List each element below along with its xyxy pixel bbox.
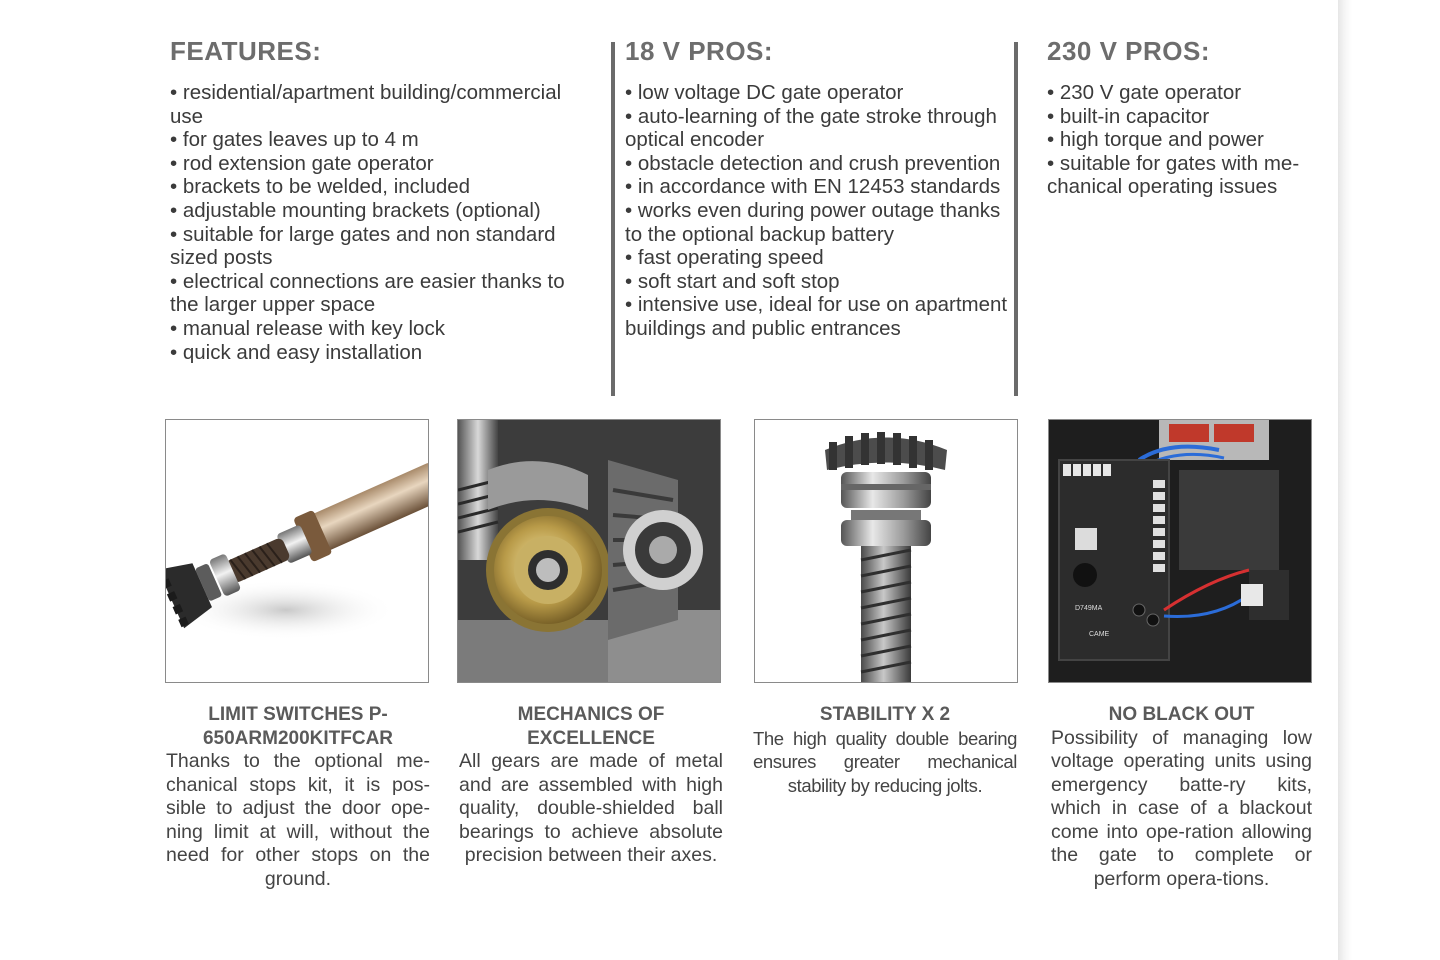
features-list [170,81,590,364]
list-item: • obstacle detection and crush prevention [625,152,1015,176]
column-divider [611,42,615,396]
list-item: • suitable for gates with me-chanical operating issues [1047,152,1317,199]
list-item: • manual release with key lock [170,317,590,341]
caption-text: The high quality double bearing ensures greater mechanical stability by reducing jolts. [753,727,1017,796]
list-item: • low voltage DC gate operator [625,81,1015,105]
column-divider [1014,42,1018,396]
pros-18v-title: 18 V PROS: [625,36,774,66]
list-item: • adjustable mounting brackets (optional) [170,199,590,223]
caption-text: All gears are made of metal and are assembled with high quality, double-shielded ball bearings to achieve absolute precision between their axes. [459,750,723,867]
list-item: • quick and easy installation [170,341,590,365]
page-edge-shadow [1338,0,1440,960]
list-item: • rod extension gate operator [170,152,590,176]
limit-switch-shaft-photo [165,419,429,683]
list-item: • built-in capacitor [1047,105,1317,129]
pros-18v-list [625,81,1015,341]
list-item: • soft start and soft stop [625,270,1015,294]
caption-title: STABILITY X 2 [819,704,951,725]
list-item: • intensive use, ideal for use on apartment buildings and public entrances [625,293,1015,340]
list-item: • for gates leaves up to 4 m [170,128,590,152]
features-section [170,36,590,364]
control-board-battery-photo [1048,419,1312,683]
pros-230v-section [1047,36,1317,199]
caption-text: Possibility of managing low voltage operating units using emergency batte-ry kits, which in case of a blackout come into ope-ration allowing the gate to complete or perform opera-tions. [1051,726,1312,891]
list-item: • residential/apartment building/commercial use [170,81,590,128]
list-item: • high torque and power [1047,128,1317,152]
no-blackout-caption [1051,703,1312,892]
stability-caption [753,703,1017,797]
caption-title: MECHANICS OF EXCELLENCE [517,704,665,749]
bearing-illustration [755,420,1017,682]
list-item: • in accordance with EN 12453 standards [625,175,1015,199]
mechanics-caption [459,703,723,868]
limit-switch-illustration [166,420,428,682]
list-item: • works even during power outage thanks to the optional backup battery [625,199,1015,246]
pros-230v-list [1047,81,1317,199]
list-item: • suitable for large gates and non standard sized posts [170,223,590,270]
board-model-label: D749MA [1075,605,1103,612]
gears-illustration [458,420,720,682]
control-board-illustration [1049,420,1311,682]
pros-18v-section [625,36,1015,341]
list-item: • fast operating speed [625,246,1015,270]
caption-title: NO BLACK OUT [1108,704,1255,725]
list-item: • electrical connections are easier thanks to the larger upper space [170,270,590,317]
limit-switches-caption [166,703,430,892]
double-bearing-screw-photo [754,419,1018,683]
board-brand-label: CAME [1089,631,1110,638]
pros-230v-title: 230 V PROS: [1047,36,1211,66]
caption-title: LIMIT SWITCHES P-650ARM200KITFCAR [202,704,394,749]
caption-text: Thanks to the optional me-chanical stops kit, it is pos-sible to adjust the door ope-ning limit at will, without the need for other stops on the ground. [166,750,430,890]
list-item: • brackets to be welded, included [170,175,590,199]
list-item: • 230 V gate operator [1047,81,1317,105]
list-item: • auto-learning of the gate stroke through optical encoder [625,105,1015,152]
metal-gears-photo [457,419,721,683]
features-title: FEATURES: [170,36,322,66]
